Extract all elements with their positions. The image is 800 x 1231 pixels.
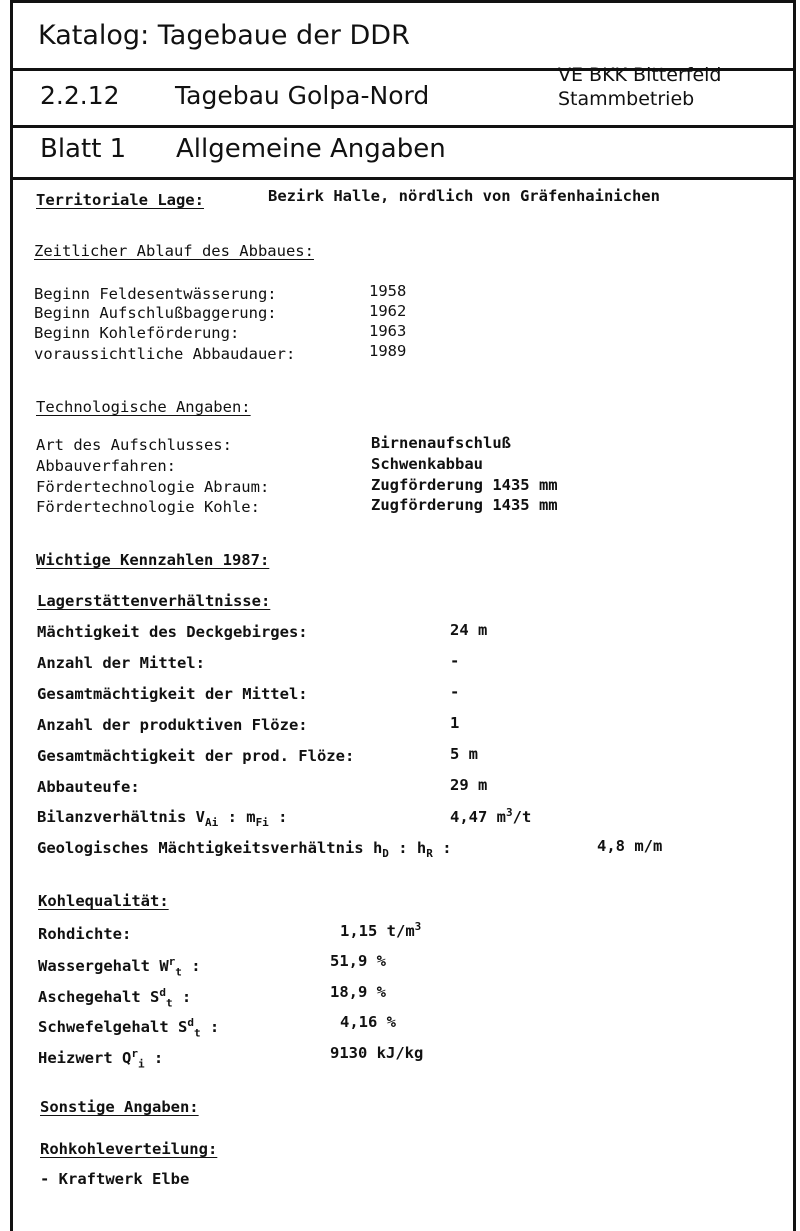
catalog-title: Katalog: Tagebaue der DDR	[38, 20, 410, 51]
technology-value-3: Zugförderung 1435 mm	[371, 496, 558, 514]
sulfur-content-value: 4,16 %	[340, 1013, 396, 1031]
coal-quality-heading: Kohlequalität:	[38, 892, 169, 910]
technology-label-3: Fördertechnologie Kohle:	[36, 498, 260, 516]
balance-ratio-value: 4,47 $m^3/t$	[450, 806, 532, 827]
ash-content-label: Aschegehalt $S^d_t$ :	[38, 986, 192, 1010]
technology-value-1: Schwenkabbau	[371, 455, 483, 473]
ash-content-value: 18,9 %	[330, 983, 386, 1001]
deposit-value-5: 29 m	[450, 776, 488, 794]
water-content-label: Wassergehalt $W^r_t$ :	[38, 955, 201, 979]
deposit-label-2: Gesamtmächtigkeit der Mittel:	[37, 685, 308, 703]
balance-ratio-label: Bilanzverhältnis $V_{Ai}$ : $m_{Fi}$ :	[37, 808, 288, 830]
deposit-label-1: Anzahl der Mittel:	[37, 654, 205, 672]
timeline-label-3: voraussichtliche Abbaudauer:	[34, 345, 296, 363]
density-label: Rohdichte:	[38, 925, 132, 943]
deposit-value-4: 5 m	[450, 745, 478, 763]
distribution-item-0: - Kraftwerk Elbe	[40, 1170, 190, 1188]
timeline-value-2: 1963	[369, 322, 407, 340]
mine-name: Tagebau Golpa-Nord	[175, 81, 430, 110]
sheet-title: Allgemeine Angaben	[176, 134, 446, 164]
territorial-value: Bezirk Halle, nördlich von Gräfenhainichen	[268, 187, 660, 205]
heating-value-label: Heizwert $Q^r_i$ :	[38, 1047, 164, 1071]
geo-ratio-label: Geologisches Mächtigkeitsverhältnis $h_D$ : $h_R$ :	[37, 839, 452, 861]
timeline-label-2: Beginn Kohleförderung:	[34, 324, 240, 342]
deposit-label-3: Anzahl der produktiven Flöze:	[37, 716, 308, 734]
other-heading: Sonstige Angaben:	[40, 1098, 199, 1116]
distribution-heading: Rohkohleverteilung:	[40, 1140, 218, 1158]
timeline-label-1: Beginn Aufschlußbaggerung:	[34, 304, 277, 322]
deposit-label-5: Abbauteufe:	[37, 778, 140, 796]
territorial-label: Territoriale Lage:	[36, 191, 204, 209]
technology-label-2: Fördertechnologie Abraum:	[36, 478, 270, 496]
catalog-number: 2.2.12	[40, 81, 120, 110]
sulfur-content-label: Schwefelgehalt $S^d_t$ :	[38, 1016, 220, 1040]
sheet-number: Blatt 1	[40, 134, 127, 164]
heating-value-value: 9130 kJ/kg	[330, 1044, 424, 1062]
deposit-label-0: Mächtigkeit des Deckgebirges:	[37, 623, 308, 641]
deposit-value-0: 24 m	[450, 621, 488, 639]
water-content-value: 51,9 %	[330, 952, 386, 970]
timeline-label-0: Beginn Feldesentwässerung:	[34, 285, 277, 303]
timeline-value-0: 1958	[369, 282, 407, 300]
technology-label-1: Abbauverfahren:	[36, 457, 176, 475]
company-line-2: Stammbetrieb	[558, 88, 695, 110]
technology-label-0: Art des Aufschlusses:	[36, 436, 232, 454]
deposit-value-2: -	[450, 683, 460, 701]
density-value: 1,15 $t/m^3$	[340, 920, 422, 941]
geo-ratio-value: 4,8 m/m	[597, 837, 663, 855]
deposit-value-1: -	[450, 652, 460, 670]
timeline-value-1: 1962	[369, 302, 407, 320]
deposit-heading: Lagerstättenverhältnisse:	[37, 592, 271, 610]
technology-heading: Technologische Angaben:	[36, 398, 251, 416]
technology-value-2: Zugförderung 1435 mm	[371, 476, 558, 494]
deposit-value-3: 1	[450, 714, 460, 732]
key-figures-heading: Wichtige Kennzahlen 1987:	[36, 551, 270, 569]
timeline-heading: Zeitlicher Ablauf des Abbaues:	[34, 242, 314, 260]
company-line-1: VE BKK Bitterfeld	[558, 64, 722, 86]
timeline-value-3: 1989	[369, 342, 407, 360]
technology-value-0: Birnenaufschluß	[371, 434, 511, 452]
deposit-label-4: Gesamtmächtigkeit der prod. Flöze:	[37, 747, 355, 765]
